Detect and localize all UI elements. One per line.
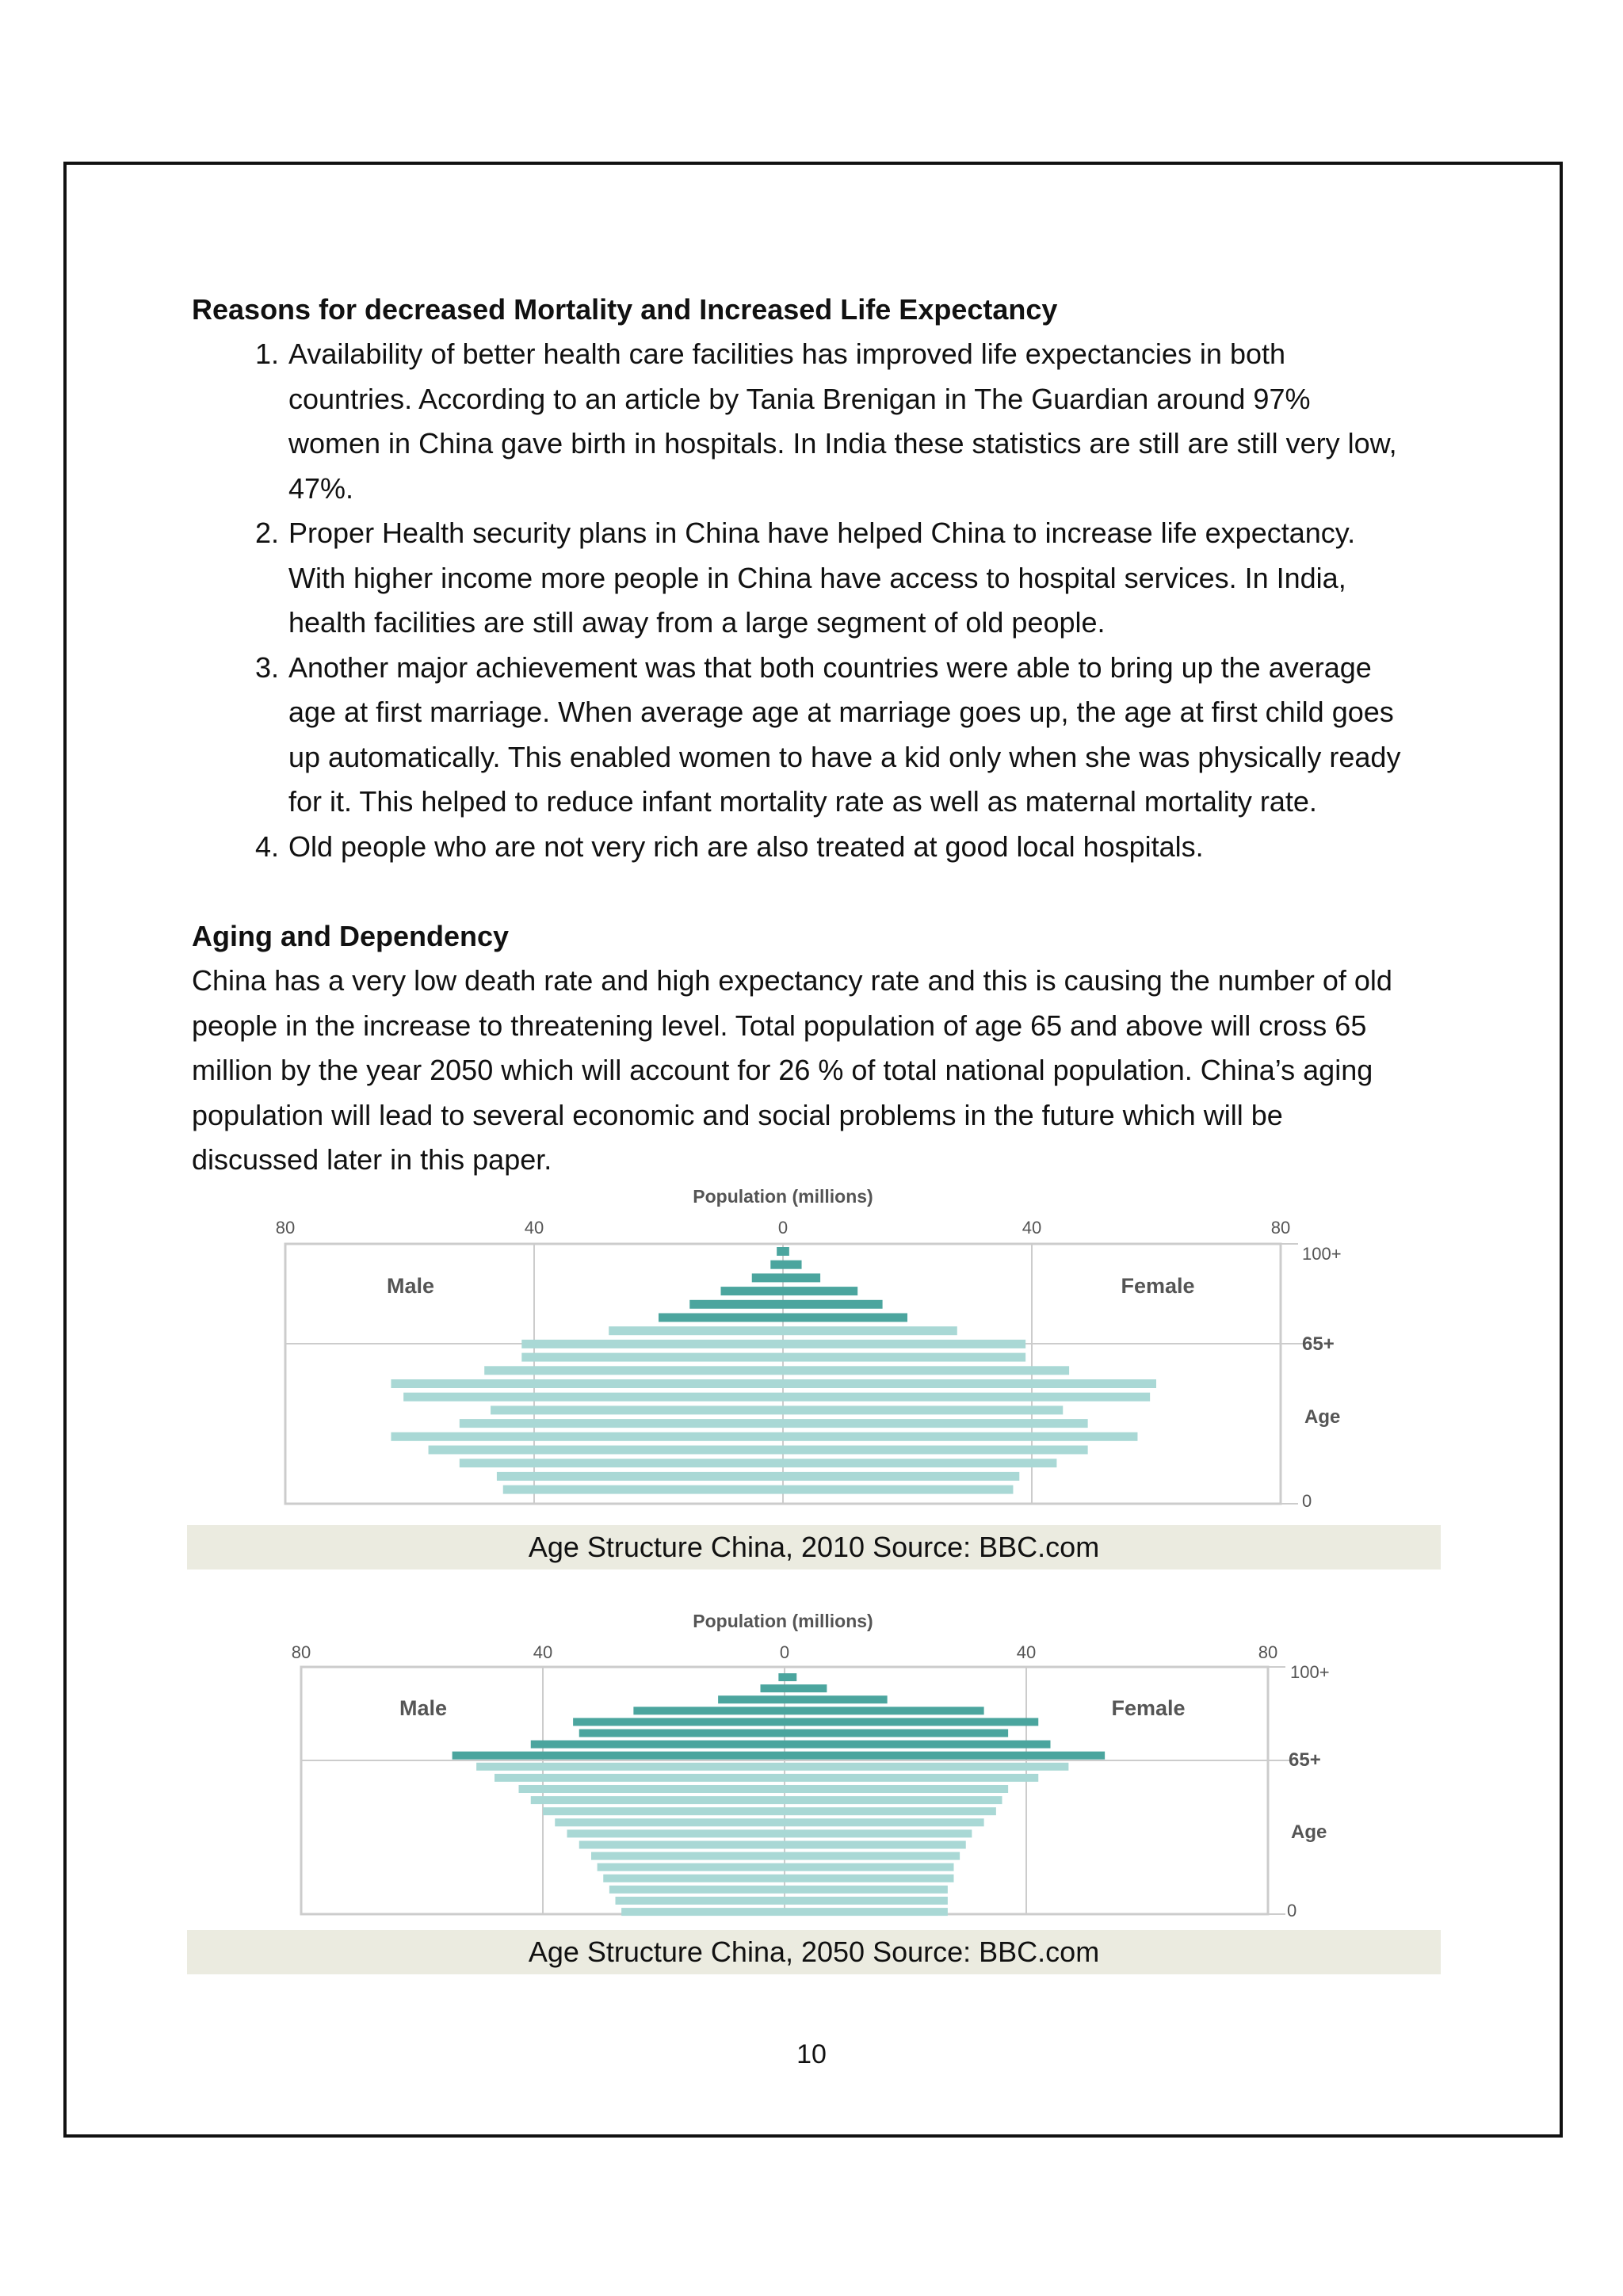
female-bar: [783, 1326, 957, 1335]
x-tick-label: 80: [291, 1642, 311, 1662]
female-bar: [785, 1863, 954, 1871]
male-bar: [718, 1695, 785, 1703]
female-bar: [783, 1393, 1150, 1402]
age-axis-label: Age: [1304, 1406, 1341, 1428]
x-tick-label: 80: [1270, 1218, 1291, 1238]
male-bar: [476, 1763, 785, 1771]
x-tick-label: 40: [524, 1218, 544, 1238]
female-bar: [785, 1818, 984, 1826]
x-tick-label: 0: [779, 1642, 790, 1662]
list-item-3-line-3: up automatically. This enabled women to have a kid only when she was physically ready: [288, 741, 1401, 773]
male-bar: [531, 1796, 785, 1804]
male-bar: [616, 1897, 785, 1905]
age-axis-label: Age: [1291, 1821, 1327, 1843]
age-label-0: 0: [1287, 1901, 1297, 1920]
page-number: 10: [796, 2039, 827, 2069]
female-bar: [785, 1829, 972, 1837]
list-number: 3.: [254, 651, 279, 684]
age-label-100: 100+: [1290, 1662, 1330, 1682]
x-tick-label: 40: [1022, 1218, 1042, 1238]
female-bar: [785, 1741, 1051, 1749]
list-item-4-line-1: Old people who are not very rich are also treated at good local hospitals.: [288, 830, 1204, 863]
female-bar: [785, 1730, 1008, 1737]
female-bar: [785, 1807, 996, 1815]
chart-title: Population (millions): [693, 1186, 873, 1207]
female-bar: [785, 1673, 796, 1681]
female-bar: [783, 1314, 907, 1322]
age-label-65: 65+: [1289, 1749, 1321, 1771]
list-item-1-line-3: women in China gave birth in hospitals. In India these statistics are still are still very low,: [288, 427, 1397, 460]
age-label-0: 0: [1302, 1491, 1312, 1511]
female-bar: [785, 1908, 948, 1916]
male-bar: [460, 1459, 783, 1467]
male-bar: [519, 1785, 785, 1793]
paragraph-line: population will lead to several economic and social problems in the future which will be: [192, 1099, 1283, 1131]
female-bar: [783, 1405, 1063, 1414]
male-bar: [591, 1852, 785, 1860]
female-bar: [783, 1419, 1088, 1428]
female-bar: [785, 1684, 827, 1692]
male-bar: [609, 1326, 783, 1335]
paragraph-line: people in the increase to threatening level. Total population of age 65 and above will cross 65: [192, 1009, 1367, 1042]
male-bar: [491, 1405, 783, 1414]
population-pyramid-2050: [187, 1605, 1441, 1928]
section-heading-aging: Aging and Dependency: [192, 920, 510, 952]
paragraph-line: China has a very low death rate and high expectancy rate and this is causing the number of old: [192, 964, 1392, 997]
female-bar: [785, 1852, 960, 1860]
list-item-3-line-2: age at first marriage. When average age at marriage goes up, the age at first child goes: [288, 696, 1394, 728]
female-bar: [785, 1841, 966, 1849]
paragraph-line: million by the year 2050 which will account for 26 % of total national population. China’s aging: [192, 1054, 1373, 1086]
female-bar: [783, 1472, 1019, 1481]
male-bar: [770, 1261, 783, 1269]
list-item-2-line-1: Proper Health security plans in China have helped China to increase life expectancy.: [288, 517, 1356, 549]
female-bar: [783, 1273, 820, 1282]
male-bar: [778, 1673, 785, 1681]
list-number: 2.: [254, 517, 279, 549]
list-item-3-line-1: Another major achievement was that both countries were able to bring up the average: [288, 651, 1372, 684]
x-tick-label: 40: [1016, 1642, 1037, 1662]
population-pyramid-2010: [187, 1180, 1441, 1521]
male-bar: [721, 1287, 784, 1295]
male-bar: [579, 1730, 785, 1737]
male-bar: [752, 1273, 783, 1282]
female-bar: [783, 1247, 789, 1256]
section-heading-mortality: Reasons for decreased Mortality and Increased Life Expectancy: [192, 293, 1058, 326]
male-bar: [391, 1379, 783, 1388]
female-bar: [785, 1796, 1002, 1804]
female-bar: [785, 1718, 1038, 1726]
female-bar: [783, 1287, 857, 1295]
male-bar: [497, 1472, 783, 1481]
female-bar: [783, 1446, 1088, 1455]
list-number: 1.: [254, 338, 279, 370]
female-bar: [783, 1432, 1137, 1441]
male-bar: [659, 1314, 783, 1322]
male-label: Male: [386, 1274, 435, 1298]
male-bar: [503, 1486, 783, 1494]
male-bar: [391, 1432, 783, 1441]
male-bar: [521, 1340, 783, 1348]
figure-caption-2050: Age Structure China, 2050 Source: BBC.com: [187, 1930, 1441, 1974]
male-bar: [484, 1366, 783, 1375]
male-bar: [761, 1684, 785, 1692]
male-bar: [531, 1741, 785, 1749]
list-item-1-line-2: countries. According to an article by Tania Brenigan in The Guardian around 97%: [288, 383, 1311, 415]
list-item-1-line-4: 47%.: [288, 472, 354, 505]
female-bar: [785, 1785, 1008, 1793]
list-item-2-line-2: With higher income more people in China have access to hospital services. In India,: [288, 562, 1346, 594]
male-bar: [453, 1752, 785, 1760]
male-bar: [555, 1818, 785, 1826]
male-bar: [609, 1886, 785, 1894]
x-tick-label: 80: [1258, 1642, 1278, 1662]
x-tick-label: 80: [275, 1218, 296, 1238]
list-item-3-line-4: for it. This helped to reduce infant mortality rate as well as maternal mortality rate.: [288, 785, 1317, 818]
female-bar: [783, 1300, 883, 1309]
female-bar: [785, 1695, 888, 1703]
list-item-2-line-3: health facilities are still away from a large segment of old people.: [288, 606, 1106, 639]
list-number: 4.: [254, 830, 279, 863]
male-bar: [621, 1908, 785, 1916]
female-bar: [785, 1707, 984, 1714]
male-bar: [567, 1829, 785, 1837]
female-bar: [783, 1366, 1069, 1375]
paragraph-line: discussed later in this paper.: [192, 1143, 552, 1176]
male-bar: [633, 1707, 785, 1714]
female-bar: [783, 1379, 1156, 1388]
male-bar: [579, 1841, 785, 1849]
male-bar: [495, 1774, 785, 1782]
x-tick-label: 40: [533, 1642, 553, 1662]
female-bar: [785, 1897, 948, 1905]
male-bar: [689, 1300, 783, 1309]
male-bar: [543, 1807, 785, 1815]
male-bar: [429, 1446, 783, 1455]
list-item-1-line-1: Availability of better health care facilities has improved life expectancies in both: [288, 338, 1286, 370]
female-bar: [783, 1340, 1025, 1348]
female-bar: [783, 1261, 802, 1269]
male-bar: [777, 1247, 783, 1256]
male-bar: [598, 1863, 785, 1871]
male-bar: [460, 1419, 783, 1428]
male-bar: [573, 1718, 785, 1726]
male-label: Male: [399, 1696, 448, 1720]
female-bar: [783, 1353, 1025, 1362]
x-tick-label: 0: [777, 1218, 789, 1238]
age-label-65: 65+: [1302, 1333, 1335, 1355]
male-bar: [403, 1393, 783, 1402]
female-bar: [785, 1886, 948, 1894]
female-bar: [783, 1486, 1013, 1494]
female-bar: [785, 1875, 954, 1882]
female-label: Female: [1121, 1274, 1195, 1298]
male-bar: [521, 1353, 783, 1362]
age-label-100: 100+: [1302, 1244, 1342, 1264]
female-bar: [785, 1752, 1105, 1760]
chart-title: Population (millions): [693, 1611, 873, 1631]
female-bar: [783, 1459, 1056, 1467]
figure-caption-2010: Age Structure China, 2010 Source: BBC.com: [187, 1525, 1441, 1569]
male-bar: [603, 1875, 785, 1882]
female-bar: [785, 1763, 1068, 1771]
female-label: Female: [1111, 1696, 1186, 1720]
female-bar: [785, 1774, 1038, 1782]
